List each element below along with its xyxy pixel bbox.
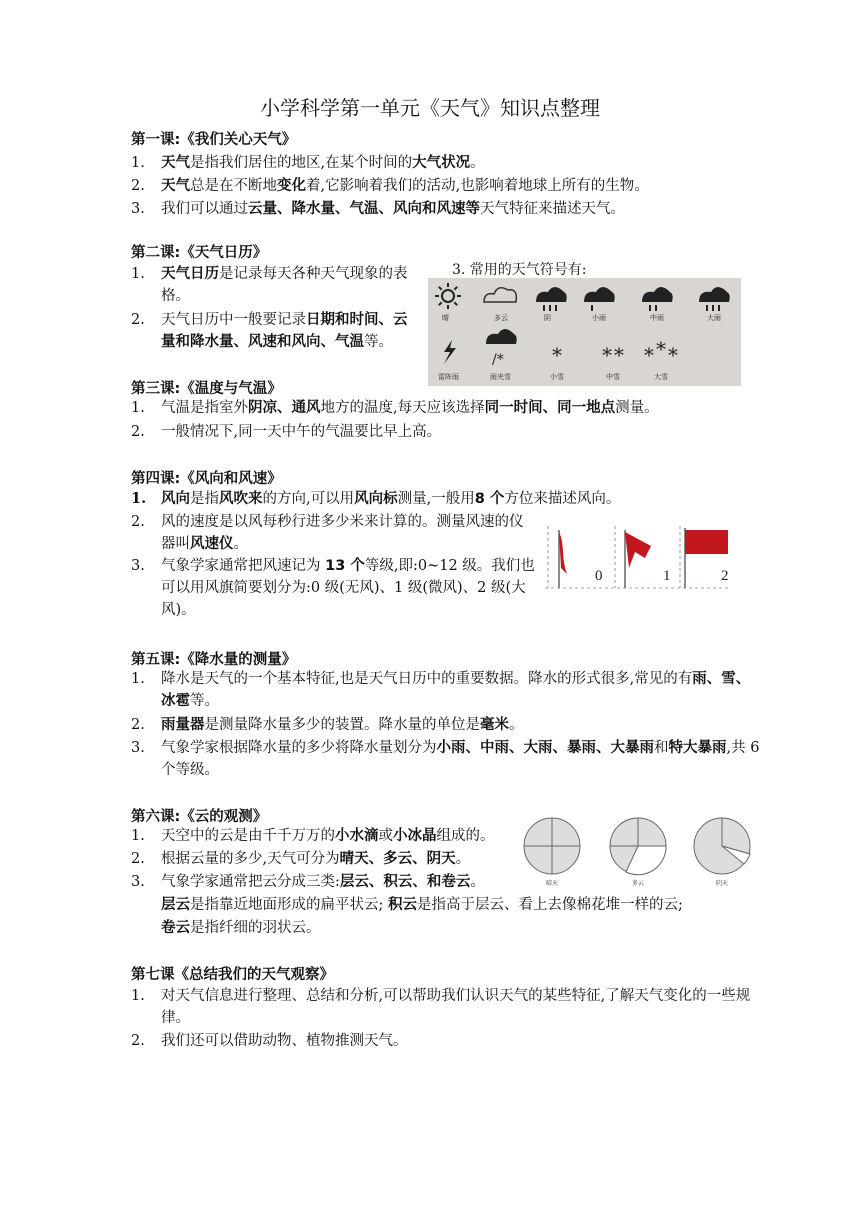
weather-symbol-4 <box>642 287 673 322</box>
text-run: 我们可以通过 <box>161 201 248 217</box>
weather-symbol-1 <box>484 288 516 322</box>
text-run: 。 <box>455 851 471 867</box>
weather-symbols-svg <box>428 278 741 386</box>
lesson3-item-1 <box>131 397 761 419</box>
flag-breeze-icon <box>625 532 651 568</box>
svg-text:/*: /* <box>492 352 504 368</box>
weather-symbol-label: 雷阵雨 <box>438 373 459 381</box>
item-number: 2. <box>131 514 145 530</box>
lesson6-item-2 <box>131 848 541 870</box>
lesson1-item-2 <box>131 175 761 197</box>
lesson3-heading: 第三课:《温度与气温》 <box>131 381 282 397</box>
wind-flag-image <box>545 524 728 592</box>
text-run: 变化 <box>277 178 306 194</box>
text-run: 气温是指室外 <box>161 400 248 416</box>
item-number: 3. <box>131 740 145 756</box>
text-run: 风吹来 <box>219 491 263 507</box>
text-run: 气象学家通常把风速记为 <box>161 558 326 574</box>
text-run: 等。 <box>190 693 219 709</box>
text-run: 方位来描述风向。 <box>504 491 621 507</box>
weather-symbol-label: 多云 <box>494 314 508 322</box>
text-run: ,共 6 个等级。 <box>161 740 760 778</box>
svg-text:*: * <box>644 343 654 367</box>
lesson6-item-3 <box>131 871 541 893</box>
lesson2-item-1 <box>131 263 421 307</box>
lesson1-item-3 <box>131 198 761 220</box>
weather-symbol-label: 小雪 <box>550 373 564 381</box>
lesson7-item-2 <box>131 1030 761 1052</box>
item-number: 2. <box>131 717 145 733</box>
cloud-cover-image <box>522 812 758 890</box>
text-run: 气象学家通常把云分成三类: <box>161 874 340 890</box>
text-run: 特大暴雨 <box>668 740 727 756</box>
text-run: 是测量降水量多少的装置。降水量的单位是 <box>204 717 480 733</box>
text-run: 天气 <box>161 155 190 171</box>
weather-symbol-3 <box>584 287 615 322</box>
weather-symbol-b1 <box>486 329 517 381</box>
text-run: 风的速度是以风每秒行进多少米来计算的。测量风速的仪器叫 <box>161 514 524 552</box>
svg-text:0: 0 <box>595 568 603 584</box>
text-run: 或 <box>378 828 393 844</box>
item-text <box>161 263 421 307</box>
text-run: 降水是天气的一个基本特征,也是天气日历中的重要数据。降水的形式很多,常见的有 <box>161 671 693 687</box>
text-run: 气象学家根据降水量的多少将降水量划分为 <box>161 740 437 756</box>
item-number: 1. <box>131 828 145 844</box>
overcast-icon <box>694 818 750 874</box>
item-text <box>161 152 761 174</box>
item-number: 1. <box>131 400 145 416</box>
text-run: 对天气信息进行整理、总结和分析,可以帮助我们认识天气的某些特征,了解天气变化的一些规律。 <box>161 988 751 1026</box>
text-run: 是记录每天各种天气现象的表格。 <box>161 266 408 304</box>
weather-symbol-2 <box>536 287 567 322</box>
lesson6-item-1 <box>131 825 541 847</box>
text-run: 一般情况下,同一天中午的气温要比早上高。 <box>161 424 442 440</box>
svg-text:阴天: 阴天 <box>716 880 729 887</box>
text-run: 大气状况 <box>412 155 471 171</box>
text-run: 。 <box>470 874 485 890</box>
item-text <box>161 421 761 443</box>
lesson7-heading: 第七课《总结我们的天气观察》 <box>131 967 334 983</box>
text-run: 风向标 <box>354 491 398 507</box>
cloud-type-line-2 <box>161 917 321 939</box>
lesson4-item-3 <box>131 555 536 621</box>
item-number: 2. <box>131 1033 145 1049</box>
weather-symbol-b2 <box>550 343 564 381</box>
item-text <box>161 309 421 353</box>
text-run: 13 个 <box>325 558 365 574</box>
item-text <box>161 668 761 712</box>
clear-sky-icon <box>524 818 580 874</box>
cloud-type-line-1 <box>161 894 683 916</box>
text-run: 的方向,可以用 <box>262 491 355 507</box>
text-run: 8 个 <box>474 491 505 507</box>
weather-symbol-label: 晴 <box>442 314 449 322</box>
svg-text:*: * <box>602 343 612 367</box>
text-run: 测量。 <box>615 400 659 416</box>
text-run: 是指我们居住的地区,在某个时间的 <box>190 155 413 171</box>
lesson2-heading: 第二课:《天气日历》 <box>131 245 268 261</box>
item-text <box>161 198 761 220</box>
item-text <box>161 397 761 419</box>
text-run: 。 <box>509 717 524 733</box>
svg-text:*: * <box>656 337 666 361</box>
item-text <box>161 714 761 736</box>
lesson1-heading: 第一课:《我们关心天气》 <box>131 132 297 148</box>
text-run: 天气日历 <box>161 266 219 282</box>
text-run: 小水滴 <box>335 828 379 844</box>
text-run: 是指 <box>190 491 219 507</box>
item-text <box>161 175 761 197</box>
text-run: 风速仪 <box>190 536 234 552</box>
item-text <box>161 985 761 1029</box>
text-run: 毫米 <box>480 717 509 733</box>
item-number: 1. <box>131 490 147 507</box>
wind-flag-svg <box>545 524 728 592</box>
text-run: 小冰晶 <box>393 828 437 844</box>
item-number: 2. <box>131 312 145 328</box>
document-title: 小学科学第一单元《天气》知识点整理 <box>260 96 600 120</box>
item-text <box>161 555 536 621</box>
svg-text:*: * <box>668 343 678 367</box>
weather-symbol-label: 雨夹雪 <box>490 373 511 381</box>
text-run: 层云、积云、和卷云 <box>339 874 471 890</box>
weather-symbol-label: 大雪 <box>654 373 668 381</box>
text-run: 是指靠近地面形成的扁平状云; <box>190 897 388 913</box>
weather-symbol-b4 <box>644 337 678 381</box>
partly-cloudy-icon <box>610 818 666 875</box>
weather-symbol-label: 小雨 <box>592 314 606 322</box>
lesson4-item-1 <box>131 488 761 510</box>
svg-text:*: * <box>614 343 624 367</box>
lesson2-item-2 <box>131 309 421 353</box>
lesson5-item-1 <box>131 668 761 712</box>
text-run: 雨、雪、冰雹 <box>161 671 751 709</box>
text-run: 地方的温度,每天应该选择 <box>320 400 485 416</box>
item-number: 3. <box>131 201 145 217</box>
text-run: 小雨、中雨、大雨、暴雨、大暴雨 <box>436 740 654 756</box>
svg-text:1: 1 <box>663 568 671 584</box>
text-run: 积云 <box>388 897 417 913</box>
lesson3-item-2 <box>131 421 761 443</box>
weather-symbol-5 <box>699 287 730 322</box>
svg-text:2: 2 <box>721 568 728 584</box>
cloud-cover-svg <box>522 812 758 890</box>
text-run: 云量、降水量、气温、风向和风速等 <box>248 201 480 217</box>
weather-symbols-image <box>428 278 741 386</box>
flag-strong-icon <box>685 530 728 554</box>
weather-symbol-b3 <box>602 343 624 381</box>
text-run: 。 <box>470 155 485 171</box>
lesson4-heading: 第四课:《风向和风速》 <box>131 471 282 487</box>
item-number: 3. <box>131 874 145 890</box>
item-text <box>161 488 761 510</box>
item-number: 1. <box>131 155 145 171</box>
flag-calm-icon <box>559 532 567 574</box>
lesson5-item-3 <box>131 737 761 781</box>
text-run: 天气特征来描述天气。 <box>480 201 625 217</box>
text-run: 等。 <box>364 334 393 350</box>
lesson6-heading: 第六课:《云的观测》 <box>131 809 268 825</box>
lesson7-item-1 <box>131 985 761 1029</box>
item-number: 3. <box>131 558 145 574</box>
weather-symbols-caption: 3. 常用的天气符号有: <box>452 262 587 278</box>
item-number: 2. <box>131 178 145 194</box>
lesson4-item-2 <box>131 511 536 555</box>
svg-text:*: * <box>552 343 562 367</box>
text-run: 等级,即:0~12 级。我们也可以用风旗简要划分为:0 级(无风)、1 级(微风)、2 级(大风)。 <box>161 558 535 618</box>
item-number: 1. <box>131 988 145 1004</box>
text-run: 组成的。 <box>436 828 495 844</box>
svg-text:多云: 多云 <box>632 880 645 887</box>
text-run: 和 <box>654 740 669 756</box>
text-run: 总是在不断地 <box>190 178 277 194</box>
text-run: 卷云 <box>161 920 190 936</box>
item-number: 2. <box>131 851 145 867</box>
item-number: 1. <box>131 671 145 687</box>
item-text <box>161 1030 761 1052</box>
weather-symbol-label: 中雪 <box>606 373 620 381</box>
item-text <box>161 871 541 893</box>
text-run: 日期和时间、云量和降水量、风速和风向、气温 <box>161 312 408 350</box>
text-run: 同一时间、同一地点 <box>484 400 616 416</box>
item-number: 2. <box>131 424 145 440</box>
text-run: 天空中的云是由千千万万的 <box>161 828 335 844</box>
lesson1-item-1 <box>131 152 761 174</box>
text-run: 层云 <box>161 897 190 913</box>
weather-symbol-0 <box>435 283 461 322</box>
lesson5-item-2 <box>131 714 761 736</box>
text-run: 是指纤细的羽状云。 <box>190 920 321 936</box>
weather-symbol-b0 <box>438 340 459 381</box>
weather-symbol-label: 大雨 <box>707 314 721 322</box>
weather-symbol-label: 中雨 <box>650 314 664 322</box>
text-run: 雨量器 <box>161 717 205 733</box>
item-text <box>161 737 761 781</box>
item-text <box>161 511 536 555</box>
text-run: 晴天、多云、阴天 <box>339 851 456 867</box>
text-run: 天气日历中一般要记录 <box>161 312 306 328</box>
text-run: 测量,一般用 <box>397 491 475 507</box>
text-run: 阴凉、通风 <box>248 400 321 416</box>
text-run: 。 <box>233 536 248 552</box>
text-run: 着,它影响着我们的活动,也影响着地球上所有的生物。 <box>306 178 649 194</box>
svg-text:晴天: 晴天 <box>546 880 559 887</box>
item-text <box>161 825 541 847</box>
text-run: 我们还可以借助动物、植物推测天气。 <box>161 1033 408 1049</box>
item-number: 1. <box>131 266 145 282</box>
item-text <box>161 848 541 870</box>
text-run: 是指高于层云、看上去像棉花堆一样的云; <box>417 897 683 913</box>
text-run: 天气 <box>161 178 190 194</box>
text-run: 根据云量的多少,天气可分为 <box>161 851 340 867</box>
weather-symbol-label: 阴 <box>544 314 551 322</box>
text-run: 风向 <box>161 491 190 507</box>
lesson5-heading: 第五课:《降水量的测量》 <box>131 652 297 668</box>
